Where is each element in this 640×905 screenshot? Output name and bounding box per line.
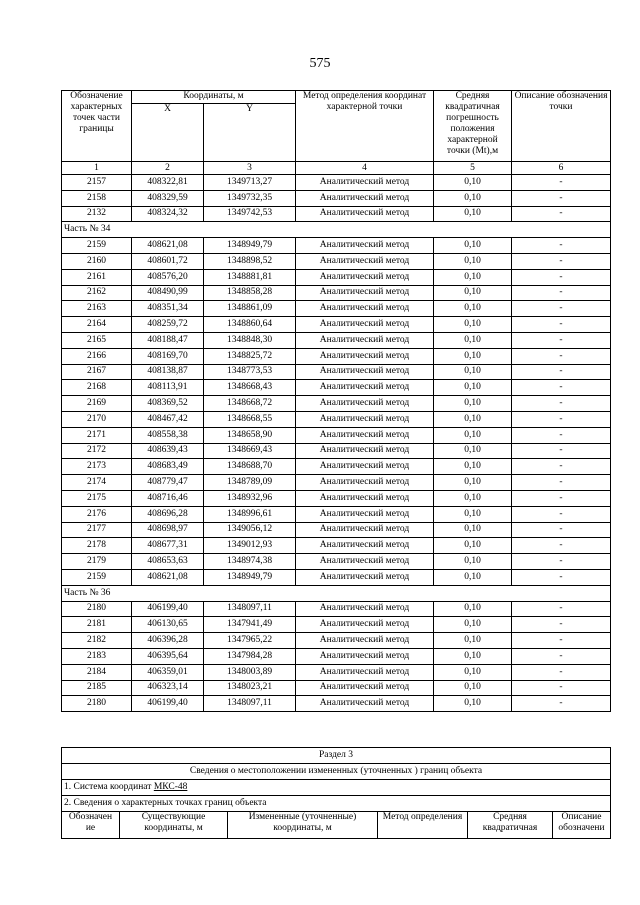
part-label: Часть № 36 [62,585,611,601]
point-id-cell: 2174 [62,475,132,491]
table-row [62,238,611,254]
header-coordinates: Координаты, м [132,91,296,104]
error-cell: 0,10 [434,617,512,633]
description-cell: - [512,253,611,269]
description-cell: - [512,696,611,712]
x-cell: 408322,81 [132,175,204,191]
table-row [62,648,611,664]
table-row [62,332,611,348]
table-row [62,475,611,491]
part-header-row [62,585,611,601]
section-subtitle: Сведения о местоположении измененных (уточненных ) границ объекта [62,764,611,780]
method-cell: Аналитический метод [296,364,434,380]
point-id-cell: 2171 [62,427,132,443]
method-cell: Аналитический метод [296,680,434,696]
header-error: Средняя квадратичная погрешность положения характерной точки (Mt),м [434,91,512,162]
table-row [62,206,611,222]
method-cell: Аналитический метод [296,459,434,475]
error-cell: 0,10 [434,664,512,680]
error-cell: 0,10 [434,364,512,380]
x-cell: 408351,34 [132,301,204,317]
y-cell: 1348848,30 [204,332,296,348]
point-id-cell: 2132 [62,206,132,222]
method-cell: Аналитический метод [296,253,434,269]
y-cell: 1348974,38 [204,554,296,570]
table-row [62,538,611,554]
description-cell: - [512,538,611,554]
error-cell: 0,10 [434,554,512,570]
description-cell: - [512,443,611,459]
description-cell: - [512,427,611,443]
description-cell: - [512,459,611,475]
section-col-description: Описание обозначени [553,812,611,839]
y-cell: 1348949,79 [204,238,296,254]
method-cell: Аналитический метод [296,475,434,491]
x-cell: 406130,65 [132,617,204,633]
error-cell: 0,10 [434,475,512,491]
table-row [62,554,611,570]
x-cell: 408138,87 [132,364,204,380]
point-id-cell: 2175 [62,490,132,506]
method-cell: Аналитический метод [296,427,434,443]
point-id-cell: 2159 [62,569,132,585]
point-id-cell: 2177 [62,522,132,538]
method-cell: Аналитический метод [296,601,434,617]
method-cell: Аналитический метод [296,490,434,506]
point-id-cell: 2162 [62,285,132,301]
y-cell: 1348658,90 [204,427,296,443]
description-cell: - [512,648,611,664]
table-row [62,301,611,317]
point-id-cell: 2166 [62,348,132,364]
x-cell: 408779,47 [132,475,204,491]
table-row [62,380,611,396]
method-cell: Аналитический метод [296,301,434,317]
description-cell: - [512,175,611,191]
description-cell: - [512,364,611,380]
description-cell: - [512,301,611,317]
point-id-cell: 2184 [62,664,132,680]
error-cell: 0,10 [434,459,512,475]
table-row [62,601,611,617]
y-cell: 1348097,11 [204,696,296,712]
method-cell: Аналитический метод [296,190,434,206]
y-cell: 1349713,27 [204,175,296,191]
x-cell: 406395,64 [132,648,204,664]
description-cell: - [512,554,611,570]
description-cell: - [512,680,611,696]
point-id-cell: 2178 [62,538,132,554]
table-row [62,633,611,649]
section-col-error: Средняя квадратичная [468,812,553,839]
method-cell: Аналитический метод [296,285,434,301]
x-cell: 406199,40 [132,696,204,712]
error-cell: 0,10 [434,269,512,285]
method-cell: Аналитический метод [296,175,434,191]
point-id-cell: 2158 [62,190,132,206]
error-cell: 0,10 [434,648,512,664]
y-cell: 1347984,28 [204,648,296,664]
description-cell: - [512,317,611,333]
x-cell: 408621,08 [132,569,204,585]
method-cell: Аналитический метод [296,648,434,664]
method-cell: Аналитический метод [296,538,434,554]
table-row [62,506,611,522]
error-cell: 0,10 [434,522,512,538]
method-cell: Аналитический метод [296,522,434,538]
error-cell: 0,10 [434,380,512,396]
table-row [62,427,611,443]
point-id-cell: 2180 [62,696,132,712]
x-cell: 408696,28 [132,506,204,522]
point-id-cell: 2170 [62,411,132,427]
method-cell: Аналитический метод [296,396,434,412]
y-cell: 1348688,70 [204,459,296,475]
error-cell: 0,10 [434,301,512,317]
y-cell: 1347965,22 [204,633,296,649]
x-cell: 408369,52 [132,396,204,412]
y-cell: 1348668,43 [204,380,296,396]
header-description: Описание обозначения точки [512,91,611,162]
page-number: 575 [309,56,331,71]
table-row [62,490,611,506]
y-cell: 1348773,53 [204,364,296,380]
point-id-cell: 2163 [62,301,132,317]
x-cell: 408490,99 [132,285,204,301]
x-cell: 408698,97 [132,522,204,538]
method-cell: Аналитический метод [296,617,434,633]
description-cell: - [512,633,611,649]
method-cell: Аналитический метод [296,554,434,570]
table-row [62,617,611,633]
point-id-cell: 2181 [62,617,132,633]
y-cell: 1348023,21 [204,680,296,696]
error-cell: 0,10 [434,206,512,222]
x-cell: 408621,08 [132,238,204,254]
method-cell: Аналитический метод [296,664,434,680]
error-cell: 0,10 [434,348,512,364]
x-cell: 408259,72 [132,317,204,333]
point-id-cell: 2161 [62,269,132,285]
x-cell: 408467,42 [132,411,204,427]
y-cell: 1348669,43 [204,443,296,459]
header-point-designation: Обозначение характерных точек части границы [62,91,132,162]
table-row [62,664,611,680]
description-cell: - [512,396,611,412]
point-id-cell: 2167 [62,364,132,380]
table-row [62,364,611,380]
description-cell: - [512,601,611,617]
y-cell: 1347941,49 [204,617,296,633]
column-number: 5 [434,162,512,175]
x-cell: 408324,32 [132,206,204,222]
y-cell: 1348996,61 [204,506,296,522]
description-cell: - [512,475,611,491]
error-cell: 0,10 [434,569,512,585]
coordinate-system-label: 1. Система координат [64,782,154,792]
table-row [62,175,611,191]
error-cell: 0,10 [434,396,512,412]
method-cell: Аналитический метод [296,269,434,285]
description-cell: - [512,348,611,364]
coordinate-system-value: МКС-48 [153,782,188,792]
y-cell: 1348097,11 [204,601,296,617]
table-row [62,522,611,538]
method-cell: Аналитический метод [296,411,434,427]
method-cell: Аналитический метод [296,380,434,396]
method-cell: Аналитический метод [296,696,434,712]
points-info-line: 2. Сведения о характерных точках границ объекта [62,796,611,812]
section-col-existing-coords: Существующие координаты, м [120,812,228,839]
error-cell: 0,10 [434,317,512,333]
point-id-cell: 2182 [62,633,132,649]
y-cell: 1348003,89 [204,664,296,680]
method-cell: Аналитический метод [296,569,434,585]
description-cell: - [512,380,611,396]
table-row [62,190,611,206]
y-cell: 1348825,72 [204,348,296,364]
point-id-cell: 2185 [62,680,132,696]
table-row [62,680,611,696]
method-cell: Аналитический метод [296,332,434,348]
error-cell: 0,10 [434,696,512,712]
description-cell: - [512,664,611,680]
column-number: 3 [204,162,296,175]
header-x: X [132,104,204,162]
column-number: 4 [296,162,434,175]
method-cell: Аналитический метод [296,506,434,522]
point-id-cell: 2169 [62,396,132,412]
column-number: 2 [132,162,204,175]
method-cell: Аналитический метод [296,443,434,459]
x-cell: 408683,49 [132,459,204,475]
error-cell: 0,10 [434,238,512,254]
table-row [62,696,611,712]
x-cell: 406359,01 [132,664,204,680]
y-cell: 1349012,93 [204,538,296,554]
header-y: Y [204,104,296,162]
y-cell: 1348932,96 [204,490,296,506]
error-cell: 0,10 [434,190,512,206]
y-cell: 1349732,35 [204,190,296,206]
x-cell: 408653,63 [132,554,204,570]
error-cell: 0,10 [434,680,512,696]
y-cell: 1348668,55 [204,411,296,427]
description-cell: - [512,332,611,348]
table-row [62,411,611,427]
error-cell: 0,10 [434,427,512,443]
x-cell: 408329,59 [132,190,204,206]
section-3-table [61,747,611,839]
x-cell: 408113,91 [132,380,204,396]
column-number-row [62,162,611,175]
point-id-cell: 2172 [62,443,132,459]
table-header-row [62,91,611,104]
error-cell: 0,10 [434,633,512,649]
x-cell: 408558,38 [132,427,204,443]
table-row [62,443,611,459]
y-cell: 1348861,09 [204,301,296,317]
error-cell: 0,10 [434,253,512,269]
section-title: Раздел 3 [62,748,611,764]
table-row [62,253,611,269]
table-row [62,459,611,475]
y-cell: 1348949,79 [204,569,296,585]
x-cell: 406396,28 [132,633,204,649]
x-cell: 408188,47 [132,332,204,348]
point-id-cell: 2164 [62,317,132,333]
point-id-cell: 2183 [62,648,132,664]
description-cell: - [512,238,611,254]
x-cell: 408639,43 [132,443,204,459]
coordinate-system-line [62,780,611,796]
y-cell: 1348858,28 [204,285,296,301]
description-cell: - [512,411,611,427]
column-number: 1 [62,162,132,175]
y-cell: 1348860,64 [204,317,296,333]
description-cell: - [512,617,611,633]
method-cell: Аналитический метод [296,317,434,333]
x-cell: 406323,14 [132,680,204,696]
table-row [62,396,611,412]
x-cell: 408169,70 [132,348,204,364]
description-cell: - [512,206,611,222]
error-cell: 0,10 [434,506,512,522]
description-cell: - [512,506,611,522]
error-cell: 0,10 [434,285,512,301]
method-cell: Аналитический метод [296,633,434,649]
section-col-changed-coords: Измененные (уточненные) координаты, м [228,812,378,839]
x-cell: 406199,40 [132,601,204,617]
header-method: Метод определения координат характерной точки [296,91,434,162]
point-id-cell: 2179 [62,554,132,570]
point-id-cell: 2159 [62,238,132,254]
error-cell: 0,10 [434,332,512,348]
description-cell: - [512,190,611,206]
table-row [62,269,611,285]
x-cell: 408576,20 [132,269,204,285]
x-cell: 408677,31 [132,538,204,554]
method-cell: Аналитический метод [296,206,434,222]
point-id-cell: 2160 [62,253,132,269]
error-cell: 0,10 [434,490,512,506]
y-cell: 1349742,53 [204,206,296,222]
y-cell: 1348668,72 [204,396,296,412]
section-col-method: Метод определения [378,812,468,839]
error-cell: 0,10 [434,443,512,459]
point-id-cell: 2157 [62,175,132,191]
point-id-cell: 2168 [62,380,132,396]
description-cell: - [512,285,611,301]
coordinates-table [61,90,611,712]
error-cell: 0,10 [434,175,512,191]
description-cell: - [512,522,611,538]
column-number: 6 [512,162,611,175]
table-row [62,569,611,585]
error-cell: 0,10 [434,601,512,617]
part-label: Часть № 34 [62,222,611,238]
description-cell: - [512,269,611,285]
error-cell: 0,10 [434,411,512,427]
table-row [62,285,611,301]
point-id-cell: 2176 [62,506,132,522]
point-id-cell: 2180 [62,601,132,617]
table-row [62,348,611,364]
table-row [62,317,611,333]
description-cell: - [512,490,611,506]
point-id-cell: 2173 [62,459,132,475]
method-cell: Аналитический метод [296,238,434,254]
description-cell: - [512,569,611,585]
error-cell: 0,10 [434,538,512,554]
y-cell: 1348789,09 [204,475,296,491]
part-header-row [62,222,611,238]
y-cell: 1348898,52 [204,253,296,269]
y-cell: 1349056,12 [204,522,296,538]
y-cell: 1348881,81 [204,269,296,285]
x-cell: 408716,46 [132,490,204,506]
x-cell: 408601,72 [132,253,204,269]
point-id-cell: 2165 [62,332,132,348]
method-cell: Аналитический метод [296,348,434,364]
section-col-designation: Обозначен ие [62,812,120,839]
